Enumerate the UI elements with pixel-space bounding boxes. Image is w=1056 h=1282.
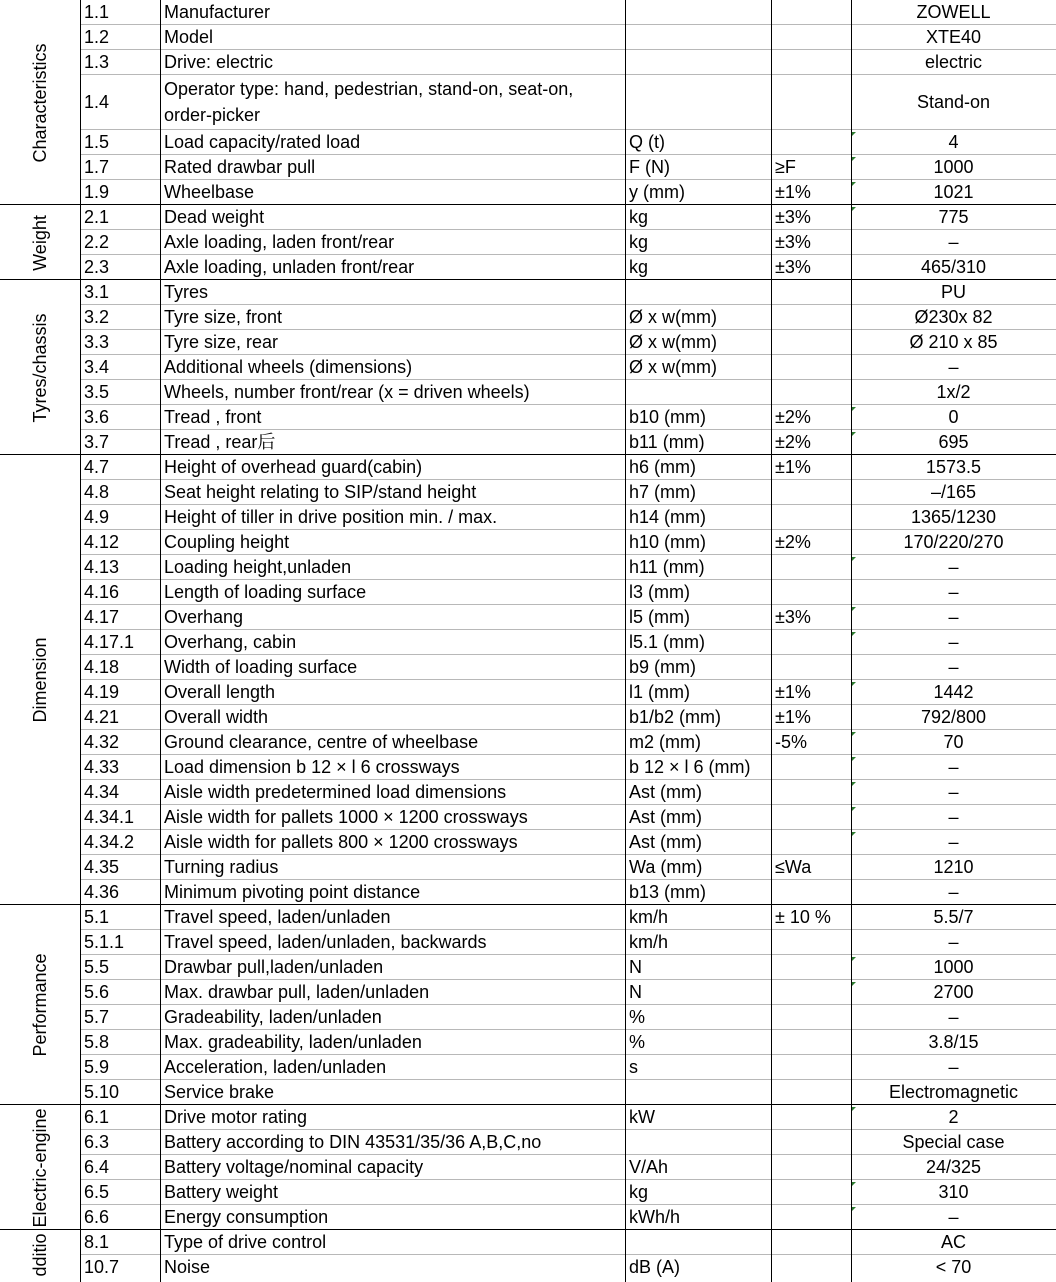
cell-tol: -5%: [775, 732, 808, 752]
cell-tol: [771, 1130, 851, 1155]
cell-tol: ±3%: [775, 607, 811, 627]
cell-value: 775: [938, 207, 969, 227]
cell-unit: kg: [629, 232, 649, 252]
cell-desc: Tread , rear后: [164, 432, 276, 452]
cell-unit: %: [629, 1032, 646, 1052]
cell-tol: ±3%: [775, 207, 811, 227]
cell-value: –: [948, 607, 959, 627]
cell-tol: [771, 980, 851, 1005]
cell-desc: Aisle width predetermined load dimensions: [164, 782, 507, 802]
cell-unit: b13 (mm): [629, 882, 707, 902]
cell-value: 1365/1230: [910, 507, 997, 527]
cell-unit: [625, 1230, 771, 1255]
column-divider: [851, 0, 852, 1282]
cell-desc: Aisle width for pallets 1000 × 1200 crossways: [164, 807, 528, 827]
cell-tol: ±2%: [775, 532, 811, 552]
cell-tol: [771, 880, 851, 905]
section-dditio: [0, 1230, 80, 1280]
cell-unit: h6 (mm): [629, 457, 696, 477]
cell-desc: Service brake: [164, 1082, 275, 1102]
cell-desc: Load capacity/rated load: [164, 132, 361, 152]
cell-tol: [771, 50, 851, 75]
cell-desc: Battery weight: [164, 1182, 279, 1202]
cell-tol: [771, 830, 851, 855]
cell-desc: Acceleration, laden/unladen: [164, 1057, 387, 1077]
cell-desc: Tread , front: [164, 407, 262, 427]
cell-unit: [625, 75, 771, 130]
cell-tol: [771, 930, 851, 955]
cell-tol: [771, 555, 851, 580]
cell-desc: Type of drive control: [164, 1232, 327, 1252]
cell-value: –: [948, 657, 959, 677]
cell-tol: [771, 25, 851, 50]
cell-unit: Ø x w(mm): [629, 332, 717, 352]
section-label: Tyres/chassis: [30, 312, 50, 423]
cell-no: 6.3: [84, 1132, 110, 1152]
cell-value: –: [948, 1007, 959, 1027]
cell-value: 3.8/15: [928, 1032, 979, 1052]
cell-value: 170/220/270: [903, 532, 1004, 552]
cell-no: 4.34.1: [84, 807, 135, 827]
cell-no: 3.6: [84, 407, 110, 427]
cell-value: 1000: [933, 157, 974, 177]
cell-value: –: [948, 832, 959, 852]
cell-desc: Operator type: hand, pedestrian, stand-on, seat-on, order-picker: [164, 79, 574, 125]
section-weight: [0, 205, 80, 280]
cell-no: 2.3: [84, 257, 110, 277]
cell-tol: [771, 480, 851, 505]
cell-no: 4.32: [84, 732, 120, 752]
cell-no: 5.10: [84, 1082, 120, 1102]
cell-value: –: [948, 1057, 959, 1077]
cell-unit: h10 (mm): [629, 532, 707, 552]
cell-no: 4.19: [84, 682, 120, 702]
cell-tol: [771, 75, 851, 130]
cell-value: 1x/2: [936, 382, 971, 402]
cell-value: –: [948, 582, 959, 602]
cell-value: Special case: [902, 1132, 1005, 1152]
cell-no: 5.5: [84, 957, 110, 977]
cell-no: 3.5: [84, 382, 110, 402]
cell-tol: [771, 1005, 851, 1030]
cell-desc: Dead weight: [164, 207, 265, 227]
cell-tol: ±3%: [775, 257, 811, 277]
cell-desc: Rated drawbar pull: [164, 157, 316, 177]
cell-desc: Tyre size, front: [164, 307, 283, 327]
cell-no: 4.34: [84, 782, 120, 802]
cell-tol: [771, 380, 851, 405]
cell-unit: [625, 1130, 771, 1155]
cell-value: AC: [940, 1232, 966, 1252]
cell-value: Ø230x 82: [914, 307, 993, 327]
cell-value: –: [948, 932, 959, 952]
cell-unit: h14 (mm): [629, 507, 707, 527]
cell-unit: [625, 50, 771, 75]
section-performance: [0, 905, 80, 1105]
cell-unit: h11 (mm): [629, 557, 705, 577]
cell-desc: Additional wheels (dimensions): [164, 357, 413, 377]
cell-unit: Ast (mm): [629, 832, 702, 852]
cell-no: 4.9: [84, 507, 110, 527]
cell-desc: Overhang: [164, 607, 244, 627]
cell-tol: [771, 630, 851, 655]
cell-unit: m2 (mm): [629, 732, 701, 752]
cell-unit: Ast (mm): [629, 782, 702, 802]
cell-tol: ≤Wa: [775, 857, 812, 877]
cell-value: 1021: [933, 182, 974, 202]
cell-value: –/165: [930, 482, 977, 502]
cell-value: 2700: [933, 982, 974, 1002]
cell-no: 5.1.1: [84, 932, 125, 952]
cell-no: 6.1: [84, 1107, 110, 1127]
cell-no: 5.1: [84, 907, 110, 927]
cell-value: 0: [948, 407, 959, 427]
cell-no: 4.36: [84, 882, 120, 902]
cell-value: 4: [948, 132, 959, 152]
cell-unit: [625, 380, 771, 405]
cell-tol: [771, 1105, 851, 1130]
cell-tol: [771, 780, 851, 805]
cell-no: 4.35: [84, 857, 120, 877]
cell-no: 4.16: [84, 582, 120, 602]
cell-unit: Wa (mm): [629, 857, 703, 877]
cell-no: 6.5: [84, 1182, 110, 1202]
cell-tol: [771, 505, 851, 530]
cell-desc: Wheels, number front/rear (x = driven wheels): [164, 382, 530, 402]
cell-unit: Ast (mm): [629, 807, 702, 827]
cell-no: 6.4: [84, 1157, 110, 1177]
cell-desc: Overhang, cabin: [164, 632, 297, 652]
cell-value: 2: [948, 1107, 959, 1127]
cell-tol: [771, 130, 851, 155]
column-divider: [771, 0, 772, 1282]
cell-value: –: [948, 882, 959, 902]
cell-value: –: [948, 557, 959, 577]
cell-value: 310: [938, 1182, 969, 1202]
cell-value: PU: [940, 282, 966, 302]
cell-tol: [771, 330, 851, 355]
column-divider: [80, 0, 81, 1282]
column-divider: [160, 0, 161, 1282]
cell-no: 3.3: [84, 332, 110, 352]
cell-no: 4.12: [84, 532, 120, 552]
cell-value: electric: [924, 52, 982, 72]
cell-no: 4.33: [84, 757, 120, 777]
cell-no: 1.5: [84, 132, 110, 152]
cell-value: –: [948, 232, 959, 252]
section-tyres-chassis: [0, 280, 80, 455]
cell-tol: [771, 1230, 851, 1255]
cell-value: 24/325: [925, 1157, 982, 1177]
cell-no: 1.3: [84, 52, 110, 72]
cell-desc: Wheelbase: [164, 182, 255, 202]
cell-tol: [771, 1055, 851, 1080]
cell-desc: Loading height,unladen: [164, 557, 352, 577]
cell-desc: Axle loading, unladen front/rear: [164, 257, 415, 277]
cell-unit: km/h: [629, 932, 669, 952]
cell-unit: kWh/h: [629, 1207, 681, 1227]
cell-unit: l5 (mm): [629, 607, 690, 627]
cell-value: XTE40: [925, 27, 982, 47]
cell-desc: Manufacturer: [164, 2, 271, 22]
cell-unit: kg: [629, 207, 649, 227]
cell-tol: ±1%: [775, 457, 811, 477]
cell-unit: dB (A): [629, 1257, 681, 1277]
section-characteristics: [0, 0, 80, 205]
cell-desc: Minimum pivoting point distance: [164, 882, 421, 902]
section-label: Dimension: [30, 637, 50, 723]
cell-value: 465/310: [920, 257, 987, 277]
cell-value: 1442: [933, 682, 974, 702]
cell-tol: [771, 305, 851, 330]
cell-value: ZOWELL: [916, 2, 991, 22]
cell-no: 1.9: [84, 182, 110, 202]
cell-unit: [625, 1080, 771, 1105]
cell-tol: ±1%: [775, 682, 811, 702]
cell-tol: ±2%: [775, 407, 811, 427]
cell-desc: Coupling height: [164, 532, 290, 552]
section-label: dditio: [30, 1233, 50, 1277]
cell-desc: Energy consumption: [164, 1207, 329, 1227]
cell-unit: l1 (mm): [629, 682, 690, 702]
cell-unit: Q (t): [629, 132, 665, 152]
section-label: Weight: [30, 214, 50, 271]
cell-no: 10.7: [84, 1257, 120, 1277]
cell-desc: Height of overhead guard(cabin): [164, 457, 423, 477]
cell-value: 70: [943, 732, 964, 752]
cell-tol: ±1%: [775, 182, 811, 202]
cell-desc: Travel speed, laden/unladen, backwards: [164, 932, 487, 952]
cell-unit: [625, 0, 771, 25]
cell-value: –: [948, 757, 959, 777]
cell-no: 1.2: [84, 27, 110, 47]
cell-desc: Drawbar pull,laden/unladen: [164, 957, 384, 977]
cell-value: –: [948, 632, 959, 652]
cell-desc: Battery voltage/nominal capacity: [164, 1157, 424, 1177]
cell-unit: b11 (mm): [629, 432, 705, 452]
cell-tol: [771, 280, 851, 305]
cell-desc: Drive: electric: [164, 52, 274, 72]
cell-tol: [771, 655, 851, 680]
cell-no: 4.21: [84, 707, 120, 727]
cell-no: 3.4: [84, 357, 110, 377]
cell-tol: [771, 1155, 851, 1180]
cell-unit: b10 (mm): [629, 407, 707, 427]
cell-value: –: [948, 357, 959, 377]
cell-no: 1.1: [84, 2, 110, 22]
cell-desc: Noise: [164, 1257, 211, 1277]
section-dimension: [0, 455, 80, 905]
cell-unit: b9 (mm): [629, 657, 696, 677]
cell-desc: Length of loading surface: [164, 582, 367, 602]
cell-value: 695: [938, 432, 969, 452]
cell-unit: V/Ah: [629, 1157, 669, 1177]
cell-tol: [771, 1255, 851, 1280]
cell-desc: Height of tiller in drive position min. / max.: [164, 507, 498, 527]
cell-unit: y (mm): [629, 182, 685, 202]
cell-no: 2.2: [84, 232, 110, 252]
cell-no: 1.7: [84, 157, 110, 177]
cell-no: 5.6: [84, 982, 110, 1002]
cell-desc: Aisle width for pallets 800 × 1200 crossways: [164, 832, 518, 852]
cell-desc: Load dimension b 12 × l 6 crossways: [164, 757, 460, 777]
cell-tol: [771, 1080, 851, 1105]
cell-value: 1210: [933, 857, 974, 877]
cell-desc: Overall length: [164, 682, 276, 702]
cell-desc: Axle loading, laden front/rear: [164, 232, 395, 252]
cell-desc: Tyres: [164, 282, 209, 302]
cell-value: Electromagnetic: [888, 1082, 1019, 1102]
cell-unit: [625, 280, 771, 305]
cell-value: < 70: [935, 1257, 972, 1277]
cell-desc: Tyre size, rear: [164, 332, 279, 352]
cell-unit: s: [629, 1057, 638, 1077]
cell-desc: Turning radius: [164, 857, 279, 877]
cell-desc: Model: [164, 27, 214, 47]
cell-unit: [625, 25, 771, 50]
cell-no: 1.4: [84, 92, 110, 112]
cell-no: 4.17.1: [84, 632, 135, 652]
cell-unit: h7 (mm): [629, 482, 696, 502]
cell-tol: ±3%: [775, 232, 811, 252]
cell-no: 4.7: [84, 457, 110, 477]
section-label: Characteristics: [30, 42, 50, 163]
cell-no: 3.2: [84, 307, 110, 327]
cell-no: 3.7: [84, 432, 110, 452]
cell-value: 1573.5: [925, 457, 982, 477]
cell-value: 5.5/7: [933, 907, 974, 927]
cell-value: –: [948, 1207, 959, 1227]
cell-no: 4.18: [84, 657, 120, 677]
cell-no: 3.1: [84, 282, 110, 302]
cell-desc: Gradeability, laden/unladen: [164, 1007, 382, 1027]
cell-unit: F (N): [629, 157, 670, 177]
cell-no: 5.8: [84, 1032, 110, 1052]
cell-no: 5.7: [84, 1007, 110, 1027]
cell-unit: %: [629, 1007, 646, 1027]
cell-no: 4.17: [84, 607, 120, 627]
cell-desc: Drive motor rating: [164, 1107, 308, 1127]
cell-unit: kg: [629, 257, 649, 277]
cell-no: 4.34.2: [84, 832, 135, 852]
cell-unit: Ø x w(mm): [629, 307, 717, 327]
cell-value: Stand-on: [916, 92, 991, 112]
cell-unit: l3 (mm): [629, 582, 690, 602]
cell-desc: Seat height relating to SIP/stand height: [164, 482, 477, 502]
cell-tol: [771, 0, 851, 25]
cell-tol: [771, 805, 851, 830]
cell-tol: [771, 580, 851, 605]
cell-desc: Travel speed, laden/unladen: [164, 907, 391, 927]
cell-unit: km/h: [629, 907, 669, 927]
cell-unit: l5.1 (mm): [629, 632, 705, 652]
cell-no: 2.1: [84, 207, 110, 227]
cell-value: –: [948, 782, 959, 802]
cell-tol: [771, 1205, 851, 1230]
cell-value: 792/800: [920, 707, 987, 727]
cell-desc: Battery according to DIN 43531/35/36 A,B,C,no: [164, 1132, 542, 1152]
cell-desc: Max. drawbar pull, laden/unladen: [164, 982, 430, 1002]
cell-tol: ±1%: [775, 707, 811, 727]
cell-tol: [771, 1030, 851, 1055]
cell-tol: ± 10 %: [775, 907, 831, 927]
cell-unit: kW: [629, 1107, 655, 1127]
cell-tol: ±2%: [775, 432, 811, 452]
cell-tol: [771, 355, 851, 380]
cell-no: 5.9: [84, 1057, 110, 1077]
cell-value: 1000: [933, 957, 974, 977]
cell-unit: Ø x w(mm): [629, 357, 717, 377]
cell-no: 4.13: [84, 557, 120, 577]
column-divider: [625, 0, 626, 1282]
cell-no: 4.8: [84, 482, 110, 502]
section-label: Performance: [30, 953, 50, 1057]
cell-no: 6.6: [84, 1207, 110, 1227]
cell-unit: kg: [629, 1182, 649, 1202]
cell-unit: b 12 × l 6 (mm): [629, 757, 751, 777]
cell-tol: [771, 955, 851, 980]
cell-tol: ≥F: [775, 157, 796, 177]
cell-tol: [771, 1180, 851, 1205]
section-label: Electric-engine: [30, 1107, 50, 1228]
cell-desc: Ground clearance, centre of wheelbase: [164, 732, 479, 752]
cell-value: –: [948, 807, 959, 827]
cell-unit: b1/b2 (mm): [629, 707, 722, 727]
cell-value: Ø 210 x 85: [909, 332, 998, 352]
cell-desc: Width of loading surface: [164, 657, 358, 677]
cell-unit: N: [629, 957, 642, 977]
cell-desc: Overall width: [164, 707, 269, 727]
section-electric-engine: [0, 1105, 80, 1230]
cell-unit: N: [629, 982, 642, 1002]
cell-no: 8.1: [84, 1232, 110, 1252]
cell-desc: Max. gradeability, laden/unladen: [164, 1032, 422, 1052]
cell-tol: [771, 755, 851, 780]
